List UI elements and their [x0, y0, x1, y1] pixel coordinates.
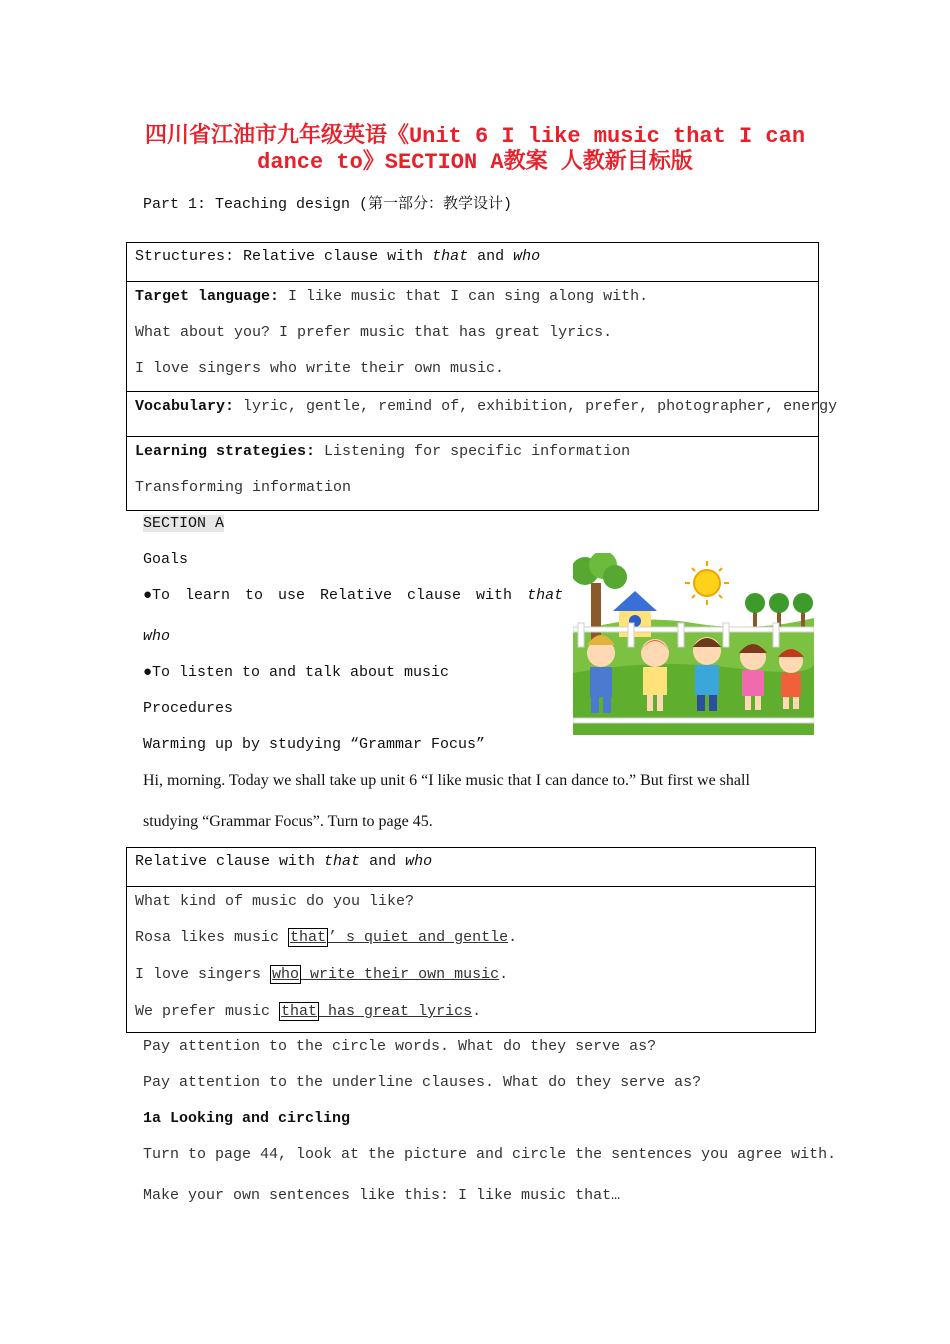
cartoon-svg [573, 553, 814, 735]
section-a-heading: SECTION A [143, 515, 225, 532]
sentence-1-clause: ’ s quiet and gentle [328, 929, 509, 946]
strategies-row [127, 436, 818, 511]
intro-line-1: Hi, morning. Today we shall take up unit 6 “I like music that I can dance to.” But first we shall [143, 772, 750, 789]
strategies-line-2: Transforming information [135, 479, 352, 496]
sentence-2-clause: write their own music [301, 966, 500, 983]
goal-1 [143, 587, 605, 604]
turn-to-page-instruction: Turn to page 44, look at the picture and circle the sentences you agree with. [143, 1146, 837, 1163]
sentence-3-start: We prefer music [135, 1003, 280, 1020]
goal-1-who: who [143, 628, 171, 645]
grammar-sentence-3 [135, 1003, 481, 1020]
vocabulary-label: Vocabulary: [135, 398, 235, 415]
structures-text: Relative clause with [243, 248, 424, 265]
grammar-header-who: who [405, 853, 433, 870]
structures-that: that [432, 248, 469, 265]
sentence-3-end: . [472, 1003, 482, 1020]
sentence-2-start: I love singers [135, 966, 271, 983]
attention-circle-words: Pay attention to the circle words. What do they serve as? [143, 1038, 657, 1055]
strategies-label: Learning strategies: [135, 443, 316, 460]
warming-up-heading: Warming up by studying “Grammar Focus” [143, 736, 486, 753]
sentence-1-end: . [508, 929, 518, 946]
grammar-header-row [127, 848, 815, 886]
target-language-row [127, 281, 818, 392]
structures-and: and [477, 248, 505, 265]
grammar-sentence-2 [135, 966, 508, 983]
make-sentences-instruction: Make your own sentences like this: I like music that… [143, 1187, 621, 1204]
grammar-focus-table [126, 847, 816, 1033]
section-1a-heading: 1a Looking and circling [143, 1110, 351, 1127]
teaching-design-table [126, 242, 838, 511]
title-line-1: 四川省江油市九年级英语《Unit 6 I like music that I can [144, 124, 806, 149]
sentence-2-circled-word: who [272, 966, 300, 983]
sentence-3-circled-word: that [281, 1003, 318, 1020]
document-title [140, 124, 810, 176]
attention-underline-clauses: Pay attention to the underline clauses. What do they serve as? [143, 1074, 702, 1091]
intro-line-2: studying “Grammar Focus”. Turn to page 45. [143, 813, 433, 830]
grammar-header-and: and [369, 853, 397, 870]
sentence-1-start: Rosa likes music [135, 929, 289, 946]
structures-label: Structures: [135, 248, 235, 265]
procedures-heading: Procedures [143, 700, 234, 717]
goal-1-continued [143, 628, 170, 645]
part-1-heading: Part 1: Teaching design (第一部分：教学设计) [143, 196, 513, 213]
grammar-sentence-1 [135, 929, 517, 946]
vocabulary-text: lyric, gentle, remind of, exhibition, prefer, photographer, energy [243, 398, 838, 415]
goals-heading: Goals [143, 551, 189, 568]
children-cartoon-illustration [573, 553, 814, 735]
structures-who: who [513, 248, 541, 265]
vocabulary-row [127, 391, 838, 437]
sentence-3-clause: has great lyrics [319, 1003, 473, 1020]
grammar-examples-row [127, 886, 815, 1033]
sentence-2-end: . [499, 966, 509, 983]
target-line-3: I love singers who write their own music. [135, 360, 505, 377]
target-label: Target language: [135, 288, 280, 305]
structures-row [127, 243, 818, 281]
grammar-header-that: that [324, 853, 361, 870]
title-line-2: dance to》SECTION A教案 人教新目标版 [257, 150, 693, 175]
goal-1-text: ●To learn to use Relative clause with [143, 587, 513, 604]
goal-1-that: that [527, 587, 564, 604]
target-line-2: What about you? I prefer music that has great lyrics. [135, 324, 613, 341]
grammar-question: What kind of music do you like? [135, 893, 415, 910]
grammar-header-text: Relative clause with [135, 853, 316, 870]
target-line-1: I like music that I can sing along with. [288, 288, 649, 305]
strategies-line-1: Listening for specific information [324, 443, 631, 460]
sentence-1-circled-word: that [290, 929, 327, 946]
goal-2: ●To listen to and talk about music [143, 664, 450, 681]
